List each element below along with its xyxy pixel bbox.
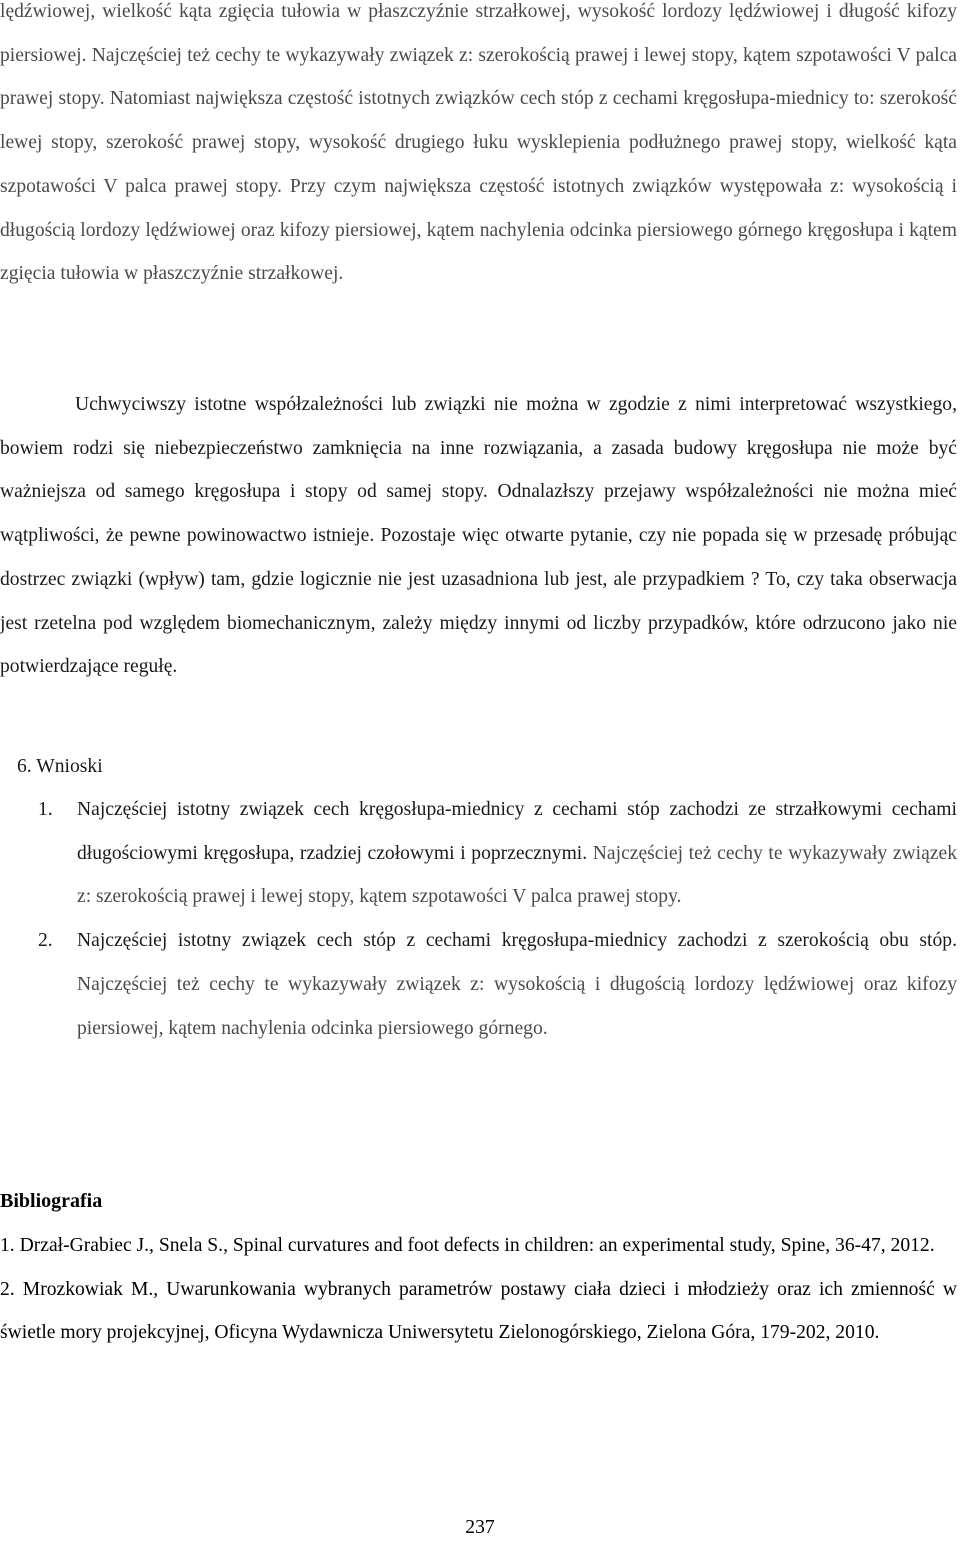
conclusion-text-b: Najczęściej też cechy te wykazywały związek z: szerokością prawej i lewej stopy, kątem szpotawości V palca prawej stopy. (77, 842, 958, 908)
paragraph-2-text-a: Uchwyciwszy istotne współzależności lub związki nie można w zgodzie z nimi interpretować wszystkiego, bowiem rodzi się niebezpieczeństwo zamknięcia na inne rozwiązania, a zasada budowy kręgosłupa nie może być ważniejsza od samego kręgosłupa i stopy od samej stopy. (0, 394, 957, 503)
conclusions-heading: 6. Wnioski (17, 756, 103, 777)
paragraph-1-text: lędźwiowej, wielkość kąta zgięcia tułowia w płaszczyźnie strzałkowej, wysokość lordozy lędźwiowej i długość kifozy piersiowej. Najczęściej też cechy te wykazywały związek z: szerokością prawej i lewej stopy, kątem szpotawości V palca prawej stopy. Natomiast największa częstość istotnych związków cech stóp z cechami kręgosłupa-miednicy to: szerokość lewej stopy, szerokość prawej stopy, wysokość drugiego łuku wysklepienia podłużnego prawej stopy, wielkość kąta szpotawości V palca prawej stopy. Przy czym największa częstość istotnych związków występowała z: wysokością i długością lordozy lędźwiowej oraz kifozy piersiowej, kątem nachylenia odcinka piersiowego górnego kręgosłupa i kątem zgięcia tułowia w płaszczyźnie strzałkowej. (0, 1, 957, 285)
bibliography-entry: 1. Drzał-Grabiec J., Snela S., Spinal curvatures and foot defects in children: an experimental study, Spine, 36-47, 2012. (0, 1235, 935, 1256)
conclusion-number: 2. (38, 930, 53, 952)
bibliography-heading: Bibliografia (0, 1190, 103, 1212)
paragraph-2-text-c: Pozostaje więc otwarte pytanie, czy nie popada się w przesadę próbując dostrzec związki (wpływ) tam, gdzie logicznie nie jest uzasadniona lub jest, ale przypadkiem ? To, czy taka obserwacja jest rzetelna pod względem biomechanicznym, zależy między innymi od liczby przypadków, które odrzucono jako nie potwierdzające regułę. (0, 525, 958, 678)
page-number: 237 (465, 1517, 495, 1538)
conclusion-text-b: Najczęściej też cechy te wykazywały związek z: wysokością i długością lordozy lędźwiowej oraz kifozy piersiowej, kątem nachylenia odcinka piersiowego górnego. (77, 973, 957, 1039)
conclusion-text-a: Najczęściej istotny związek cech stóp z cechami kręgosłupa-miednicy zachodzi z szerokością obu stóp. (77, 930, 957, 952)
bibliography-entry: 2. Mrozkowiak M., Uwarunkowania wybranych parametrów postawy ciała dzieci i młodzieży oraz ich zmienność w świetle mory projekcyjnej, Oficyna Wydawnicza Uniwersytetu Zielonogórskiego, Zielona Góra, 179-202, 2010. (0, 1278, 957, 1344)
conclusion-item (0, 788, 957, 919)
paragraph-2-text-b: Odnalazłszy przejawy współzależności nie można mieć wątpliwości, że pewne powinowactwo istnieje. (0, 481, 958, 547)
bibliography-list (0, 1224, 957, 1355)
conclusion-text-a: Najczęściej istotny związek cech kręgosłupa-miednicy z cechami stóp zachodzi ze strzałkowymi cechami długościowymi kręgosłupa, rzadziej czołowymi i poprzecznymi. (77, 799, 957, 864)
body-paragraph-2 (0, 383, 957, 689)
conclusions-list (0, 788, 957, 1050)
conclusion-number: 1. (38, 799, 53, 820)
body-paragraph-1 (0, 0, 957, 296)
conclusion-item (0, 919, 957, 1050)
